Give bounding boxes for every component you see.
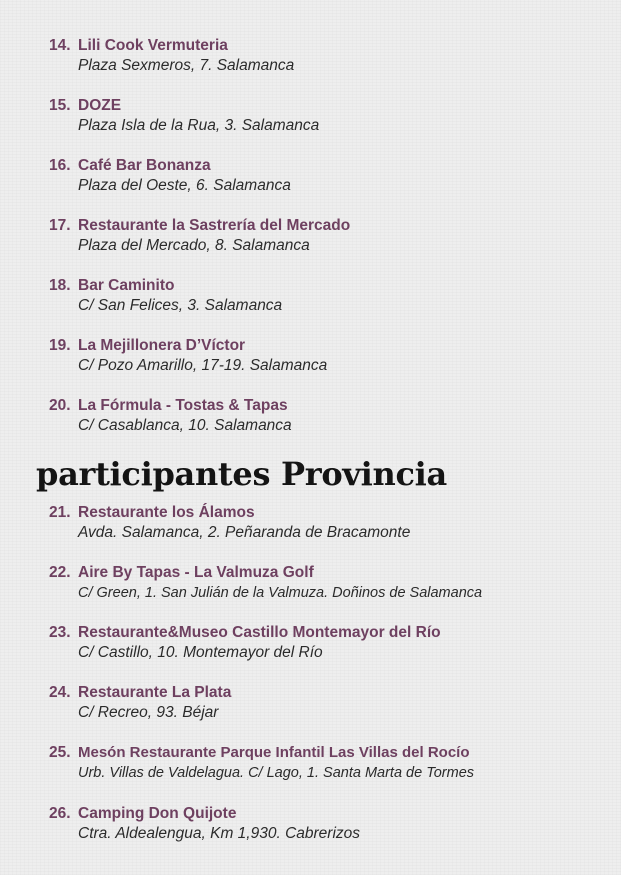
entry-name: La Mejillonera D’Víctor — [78, 337, 246, 354]
entry-address: Plaza Isla de la Rua, 3. Salamanca — [78, 117, 320, 134]
entry-number: 18. — [49, 277, 71, 294]
entry-address: Avda. Salamanca, 2. Peñaranda de Bracamonte — [78, 524, 411, 541]
entry-name: Restaurante la Sastrería del Mercado — [78, 217, 351, 234]
entry-name: Bar Caminito — [78, 277, 175, 294]
entry-name: La Fórmula - Tostas & Tapas — [78, 397, 288, 414]
entry-name: Lili Cook Vermuteria — [78, 37, 228, 54]
entry-number: 20. — [49, 397, 71, 414]
entry-name: Restaurante La Plata — [78, 684, 232, 701]
entry-number: 15. — [49, 97, 71, 114]
entry-address: C/ Recreo, 93. Béjar — [78, 704, 219, 721]
entry-name: DOZE — [78, 97, 122, 114]
entry-number: 21. — [49, 504, 71, 521]
entry-name: Camping Don Quijote — [78, 805, 237, 822]
entry-address: C/ Casablanca, 10. Salamanca — [78, 417, 292, 434]
entry-name: Café Bar Bonanza — [78, 157, 211, 174]
entry-number: 17. — [49, 217, 71, 234]
entry-address: C/ Green, 1. San Julián de la Valmuza. Doñinos de Salamanca — [78, 585, 483, 601]
entry-address: Plaza Sexmeros, 7. Salamanca — [78, 57, 295, 74]
entry-name: Mesón Restaurante Parque Infantil Las Villas del Rocío — [78, 744, 470, 761]
entry-number: 16. — [49, 157, 71, 174]
entry-address: Ctra. Aldealengua, Km 1,930. Cabrerizos — [78, 825, 361, 842]
entry-address: C/ Castillo, 10. Montemayor del Río — [78, 644, 323, 661]
entry-address: Plaza del Oeste, 6. Salamanca — [78, 177, 291, 194]
entry-number: 14. — [49, 37, 71, 54]
entry-number: 22. — [49, 564, 71, 581]
section-title: participantes Provincia — [36, 455, 447, 493]
entry-number: 23. — [49, 624, 71, 641]
entry-number: 24. — [49, 684, 71, 701]
entry-name: Restaurante&Museo Castillo Montemayor del Río — [78, 624, 441, 641]
entry-number: 19. — [49, 337, 71, 354]
entry-name: Aire By Tapas - La Valmuza Golf — [78, 564, 314, 581]
entry-number: 26. — [49, 805, 71, 822]
entry-address: C/ San Felices, 3. Salamanca — [78, 297, 283, 314]
entry-address: C/ Pozo Amarillo, 17-19. Salamanca — [78, 357, 328, 374]
entry-name: Restaurante los Álamos — [78, 504, 255, 521]
entry-address: Urb. Villas de Valdelagua. C/ Lago, 1. Santa Marta de Tormes — [78, 765, 475, 781]
entry-number: 25. — [49, 744, 71, 761]
entry-address: Plaza del Mercado, 8. Salamanca — [78, 237, 310, 254]
